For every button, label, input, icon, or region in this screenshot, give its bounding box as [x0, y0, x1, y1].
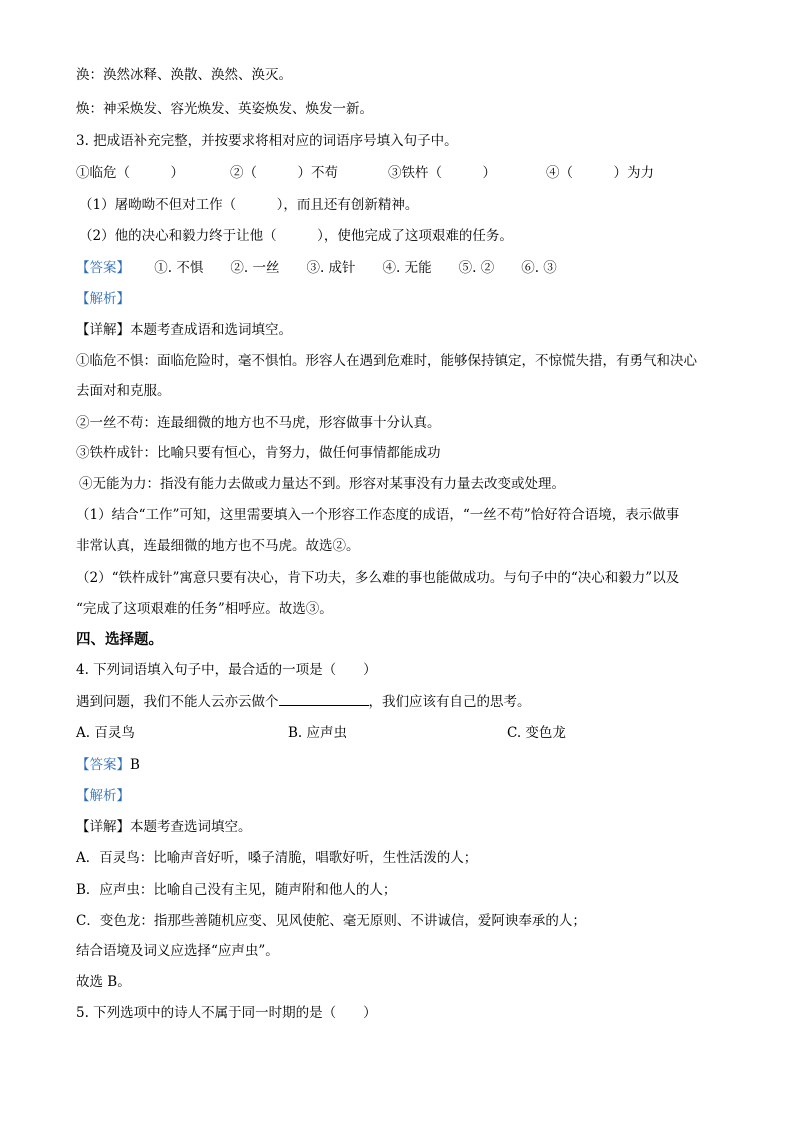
fill-blank: [279, 692, 369, 706]
answer-row: [76, 756, 140, 774]
explanation-line: B．应声虫：比喻自己没有主见，随声附和他人的人；: [76, 882, 397, 898]
option-b: B. 应声虫: [288, 725, 348, 741]
explanation-line: 非常认真，连最细微的地方也不马虎。故选②。: [76, 538, 360, 554]
answer-text: B: [130, 757, 140, 773]
detail-heading: 【详解】本题考查成语和选词填空。: [76, 322, 292, 338]
answer-text: ①. 不惧 ②. 一丝 ③. 成针 ④. 无能 ⑤. ② ⑥. ③: [154, 260, 557, 276]
explanation-line: 结合语境及词义应选择“应声虫”。: [76, 943, 279, 959]
sentence-part: 遇到问题，我们不能人云亦云做个: [76, 694, 279, 710]
explanation-line: （1）结合“工作”可知，这里需要填入一个形容工作态度的成语，“一丝不苟”恰好符合语境，表示做事: [76, 507, 680, 523]
option: ①临危（ ）: [76, 165, 184, 181]
question-3-options: [76, 164, 654, 182]
section-heading: 四、选择题。: [76, 632, 163, 648]
text-line: 涣：涣然冰释、涣散、涣然、涣灭。: [76, 67, 292, 83]
answer-label: 【答案】: [76, 260, 130, 276]
explanation-line: “完成了这项艰难的任务”相呼应。故选③。: [76, 601, 333, 617]
answer-row: [76, 259, 557, 277]
text-line: 焕：神采焕发、容光焕发、英姿焕发、焕发一新。: [76, 101, 373, 117]
explanation-line: ①临危不惧：面临危险时，毫不惧怕。形容人在遇到危难时，能够保持镇定，不惊慌失措，有勇气和决心: [76, 353, 697, 369]
question-5-title: 5. 下列选项中的诗人不属于同一时期的是（ ）: [76, 1005, 377, 1021]
analysis-label: 【解析】: [76, 291, 130, 307]
option: ③铁杵（ ）: [388, 165, 496, 181]
explanation-line: （2）“铁杵成针”寓意只要有决心，肯下功夫，多么难的事也能做成功。与句子中的“决心和毅力”以及: [76, 570, 680, 586]
analysis-label: 【解析】: [76, 788, 130, 804]
explanation-line: 故选 B。: [76, 974, 131, 990]
option-a: A. 百灵鸟: [76, 725, 135, 741]
explanation-line: 去面对和克服。: [76, 383, 171, 399]
sentence-part: ，我们应该有自己的思考。: [368, 694, 531, 710]
question-4-sentence: [76, 692, 531, 711]
answer-label: 【答案】: [76, 757, 130, 773]
explanation-line: A．百灵鸟：比喻声音好听，嗓子清脆，唱歌好听，生性活泼的人；: [76, 850, 478, 866]
question-3-title: 3. 把成语补充完整，并按要求将相对应的词语序号填入句子中。: [76, 133, 458, 149]
option: ④（ ）为力: [546, 165, 654, 181]
detail-heading: 【详解】本题考查选词填空。: [76, 819, 252, 835]
question-3-sentence-1: （1）屠呦呦不但对工作（ ），而且还有创新精神。: [79, 197, 419, 213]
option: ②（ ）不苟: [230, 165, 338, 181]
option-c: C. 变色龙: [507, 725, 566, 741]
explanation-line: C．变色龙：指那些善随机应变、见风使舵、毫无原则、不讲诚信，爱阿谀奉承的人；: [76, 913, 586, 929]
explanation-line: ④无能为力：指没有能力去做或力量达不到。形容对某事没有力量去改变或处理。: [79, 476, 565, 492]
question-3-sentence-2: （2）他的决心和毅力终于让他（ ），使他完成了这项艰难的任务。: [79, 228, 513, 244]
explanation-line: ③铁杵成针：比喻只要有恒心，肯努力，做任何事情都能成功: [76, 445, 441, 461]
explanation-line: ②一丝不苟：连最细微的地方也不马虎，形容做事十分认真。: [76, 415, 441, 431]
question-4-title: 4. 下列词语填入句子中，最合适的一项是（ ）: [76, 662, 377, 678]
question-4-options: [76, 724, 566, 742]
